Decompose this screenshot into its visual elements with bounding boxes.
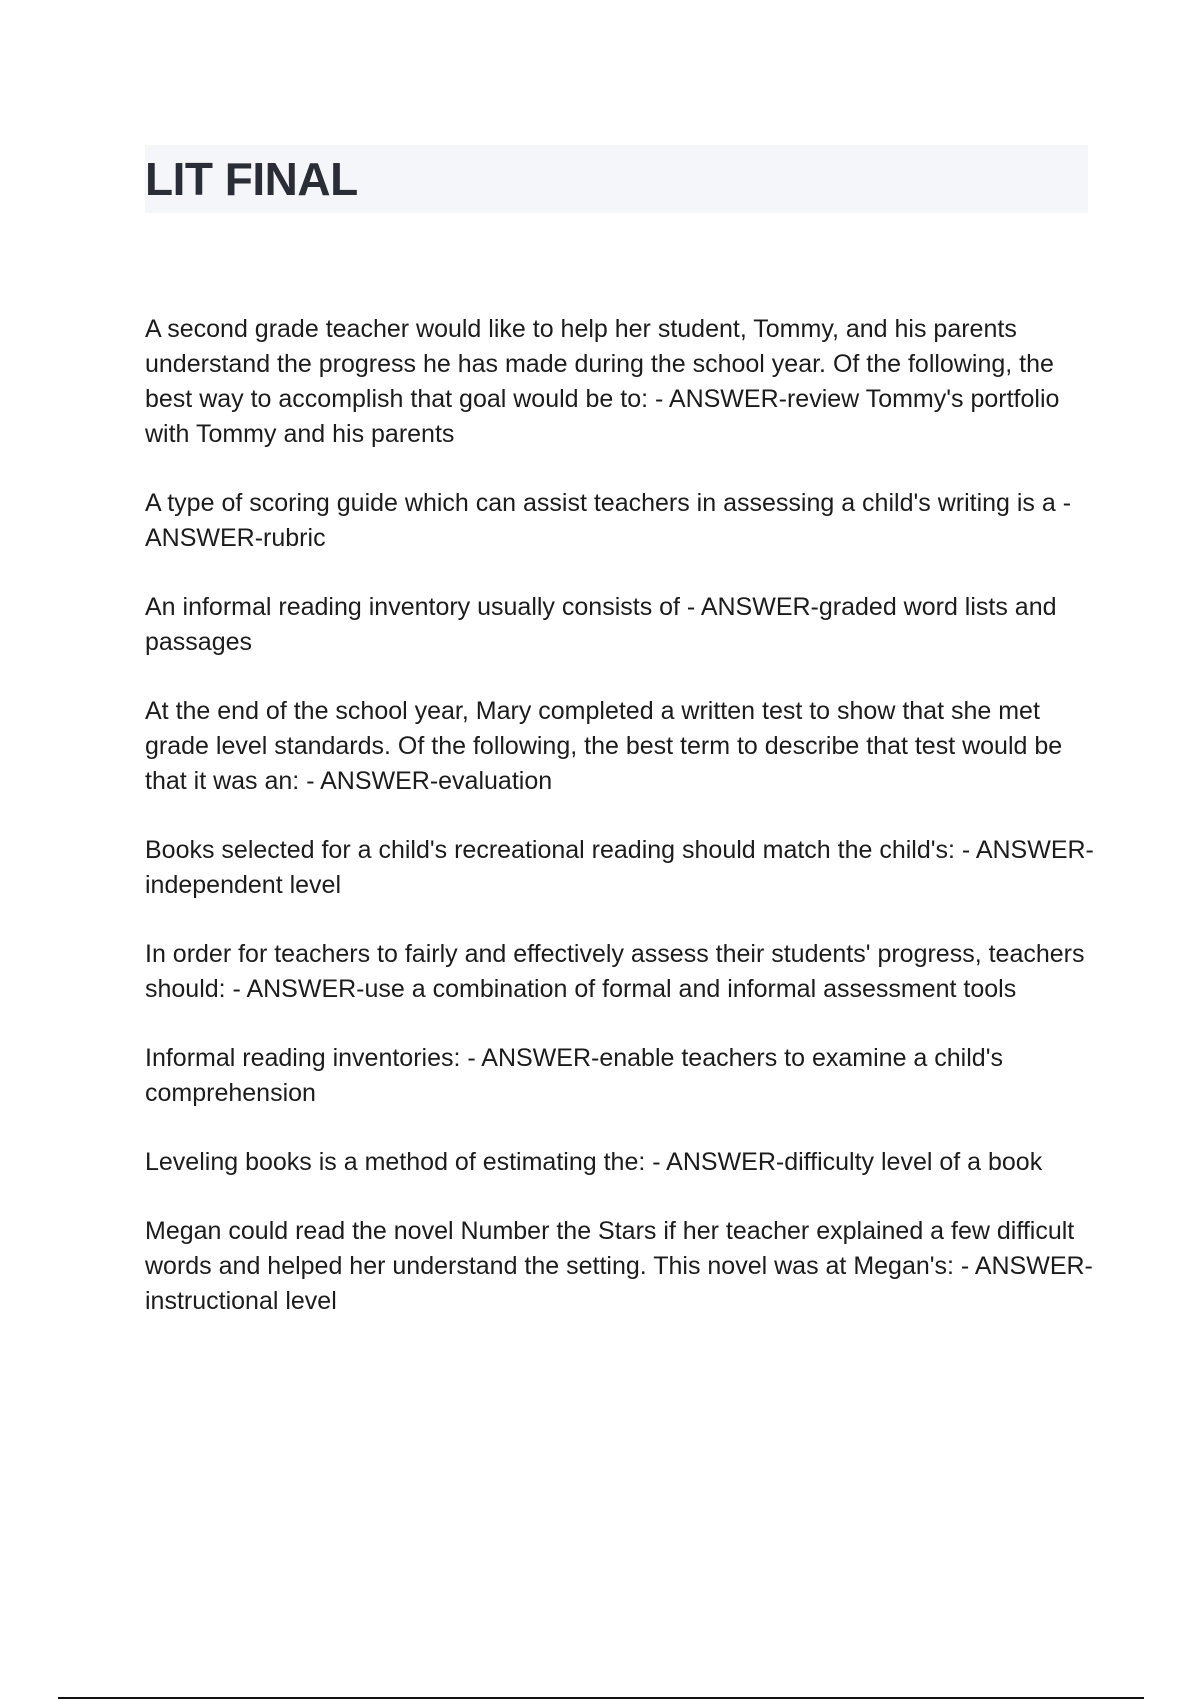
question-text: Informal reading inventories: - — [145, 1044, 482, 1072]
answer-text: ANSWER-review Tommy's portfolio with Tommy and his parents — [145, 385, 1060, 448]
question-text: Leveling books is a method of estimating the: - — [145, 1148, 667, 1176]
qa-item-2 — [145, 486, 1095, 556]
question-text: Megan could read the novel Number the Stars if her teacher explained a few difficult words and helped her understand the setting. This novel was at Megan's: - — [145, 1217, 1075, 1280]
answer-text: ANSWER-instructional level — [145, 1252, 1093, 1315]
qa-item-5 — [145, 833, 1095, 903]
question-text: In order for teachers to fairly and effectively assess their students' progress, teachers should: - — [145, 940, 1085, 1003]
question-text: A second grade teacher would like to help her student, Tommy, and his parents understand the progress he has made during the school year. Of the following, the best way to accomplish that goal would be to: - — [145, 315, 1054, 413]
answer-text: ANSWER-independent level — [145, 836, 1094, 899]
qa-item-6 — [145, 937, 1095, 1007]
qa-item-9 — [145, 1214, 1095, 1319]
title-band — [145, 145, 1088, 213]
footer-divider — [58, 1697, 1144, 1699]
qa-item-3 — [145, 590, 1095, 660]
answer-text: ANSWER-enable teachers to examine a child's comprehension — [145, 1044, 1003, 1107]
answer-text: ANSWER-evaluation — [320, 767, 553, 795]
qa-list — [145, 312, 1095, 1353]
question-text: At the end of the school year, Mary completed a written test to show that she met grade level standards. Of the following, the best term to describe that test would be that it was an: - — [145, 697, 1063, 795]
qa-item-8 — [145, 1145, 1095, 1180]
question-text: A type of scoring guide which can assist teachers in assessing a child's writing is a - — [145, 489, 1072, 517]
answer-text: ANSWER-difficulty level of a book — [666, 1148, 1043, 1176]
answer-text: ANSWER-rubric — [145, 524, 326, 552]
answer-text: ANSWER-use a combination of formal and informal assessment tools — [246, 975, 1017, 1003]
answer-text: ANSWER-graded word lists and passages — [145, 593, 1057, 656]
qa-item-7 — [145, 1041, 1095, 1111]
question-text: An informal reading inventory usually consists of - — [145, 593, 701, 621]
qa-item-4 — [145, 694, 1095, 799]
question-text: Books selected for a child's recreational reading should match the child's: - — [145, 836, 976, 864]
page-title: LIT FINAL — [145, 153, 358, 205]
qa-item-1 — [145, 312, 1095, 452]
